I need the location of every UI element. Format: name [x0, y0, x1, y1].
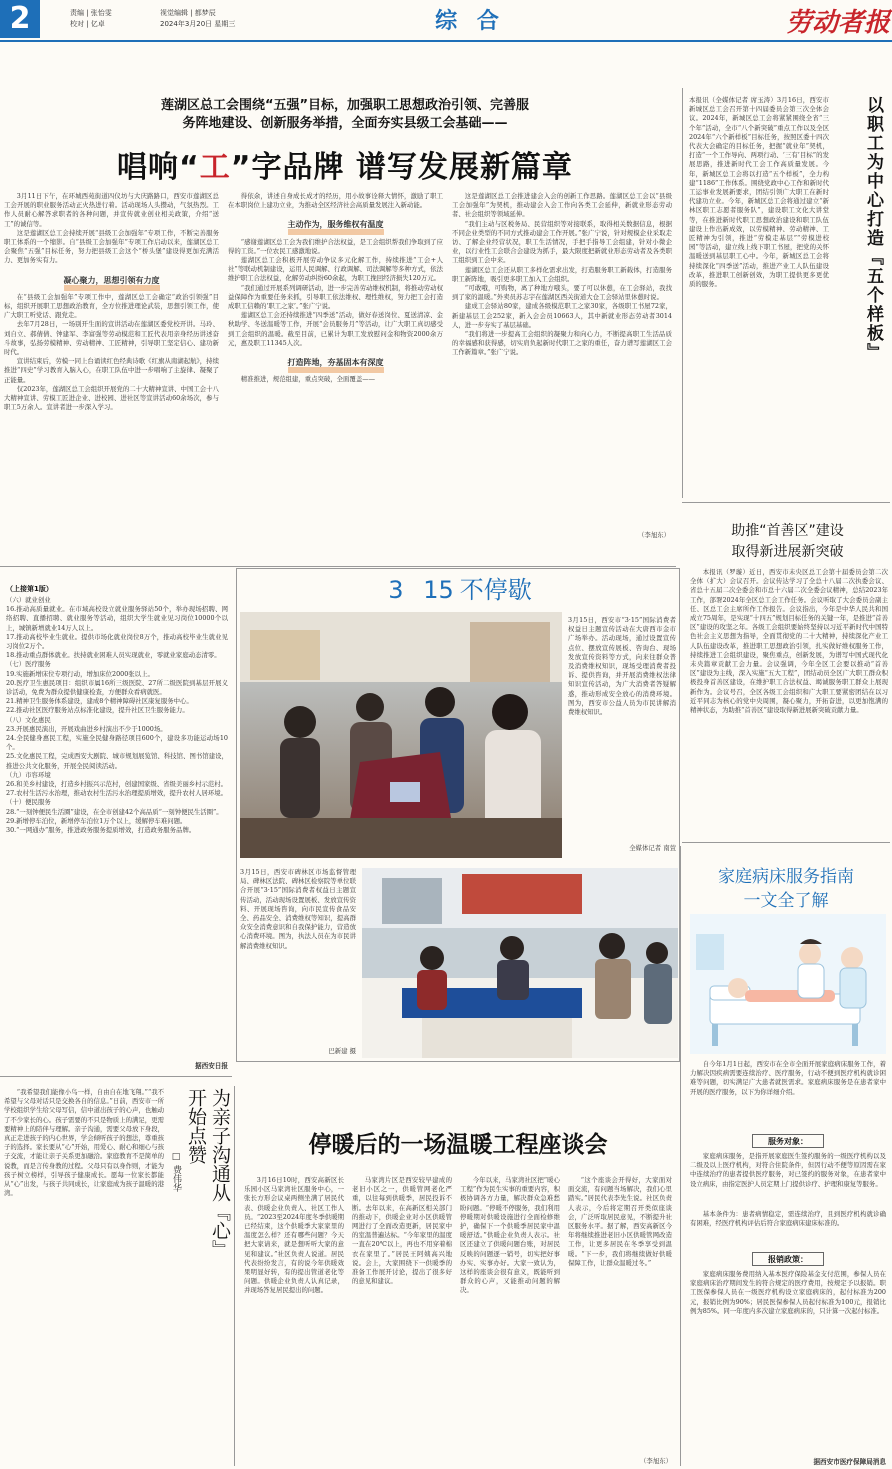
lead-byline: （李旭东）: [638, 531, 670, 539]
brief-1-text: 本报讯（罗璇）近日，西安市未央区总工会第十届委员会第二次全体（扩大）会议召开。会议传达学习了全总十八届二次执委会议、省总十五届二次全委会和市总十六届二次全委会议精神，总结2023年工作，部署2024年全区总工会工作任务。会议听取了大会委员会副主任、区总工会主席所作工作报告。会议指出，今年是中华人民共和国成立75周年，是实现“十四五”规划目标任务的关键一年，是推进“首善区”建设的攻坚之年。各级工会组织要始终坚持以习近平新时代中国特色社会主义思想为指导，全面贯彻党的二十大精神，持续深化产业工人队伍建设改革，推进职工思想政治引领，扎实做好维权服务工作，持续推进工会组织建设，聚焦重点，创新发展，为谱写中国式现代化未央篇章贡献工会力量。会议强调，今年全区工会要以推动“首善区”建设为主线，深入实施“五大工程”，团结动员全区广大职工群众积极投身首善区建设，在维护职工合法权益、竭诚服务职工群众上展现新作为。会议号召，全区各级工会组织和广大职工要紧密团结在以习近平同志为核心的党中央周围，凝心聚力，开拓奋进，以更加饱满的精神状态，为助推“首善区”建设取得新进展新突破贡献力量。: [690, 568, 888, 715]
section-label: 综 合: [435, 9, 505, 34]
lead-bottom-rule: [0, 566, 676, 567]
guide-intro: 自今年1月1日起，西安市在全市全面开展家庭病床服务工作，着力解决因疾病需要连续治疗、医疗服务，行动不便到医疗机构就诊困难等问题，切实满足广大患者就医需求。家庭病床服务是在患者家中开展的医疗服务，以下为你详细介绍。: [690, 1060, 886, 1096]
masthead-rule: [0, 40, 892, 42]
guide-text-3: 家庭病床服务费用纳入基本医疗保险基金支付范围，参保人员在家庭病床治疗期间发生的符合规定的医疗费用，按规定予以报销。职工医保参保人员在一级医疗机构设立家庭病床的，起付标准为200元，报销比例为90%；居民医保参保人员起付标准为100元，报销比例为85%。同一年度内多次建立家庭病床的，只计算一次起付标准。: [690, 1270, 886, 1315]
feature-column-4: “这个座谈会开得好，大家面对面交流，有问题当场解决，我们心里踏实。”居民代表李先生说。社区负责人表示，今后将定期召开类似座谈会，广泛听取居民意见，不断提升社区服务水平。据了解，西安高新区今年将继续推进老旧小区供暖管网改造工作，让更多居民在冬季享受到温暖。“下一步，我们将继续做好供暖保障工作，让群众温暖过冬。”: [568, 1176, 672, 1267]
brief-1-title-2: 取得新进展新突破: [731, 544, 844, 560]
lead-column-3: 这是莲湖区总工会推进建会入会的创新工作思路。莲湖区总工会以“县级工会加强年”为契机，推动建会入会工作向各类工会延伸，新就业形态劳动者、社会组织等领域延伸。 “我们主动与区税务局、民营组织等对接联系，取得相关数据信息，根据不同企业类型的不同方式推动建会工作开展。”张广宁说，针对规模企业采取走访、了解企业经营状况，职工生活情况，手把手指导工会组建，针对小微企业，以行业性工会联合会建设为抓手，最大限度把新就业形态劳动者及各类职工组织到工会中来。 莲湖区总工会还从职工多样化需求出发，打造服务职工新载体，打造服务职工新阵地，吸引更多职工加入工会组织。 “可敢哦，可购物，离了种地方哦头，要了可以休憩，在工会驿站，我找到了家的温暖。”外卖员苏志宇在莲湖区西关街道大仓工会驿站里休憩时说。 建成工会驿站80家，建成各级模范职工之家30家，各级职工书屋72家，新建基层工会252家，新入会会员10663人，其中新就业形态劳动者3014人，进一步夯实了基层基础。 “我们将进一步提高工会组织的凝聚力和向心力，不断提高职工生活品质的幸福感和获得感，切实肩负起新时代职工之家的重任，奋力谱写莲湖区工会工作新篇章。”张广宁说。: [452, 192, 672, 357]
lead-title-highlight: 工: [199, 150, 231, 185]
lead-title: 唱响“工”字品牌 谱写发展新篇章: [117, 150, 573, 185]
feature-byline: （李旭东）: [640, 1457, 672, 1465]
photo-section-title: 3 15 不停歇: [388, 576, 532, 604]
lead-column-1: 3月11日下午，在环城西苑街道四仪坊与大庆路路口，西安市莲湖区总工会开展的职业服务活动正火热进行着。活动现场人头攒动，气氛热烈。工作人员耐心解答求职者的各种问题，并宣传就业创业相关政策，介绍“送工”的诚信等。 这是莲湖区总工会持续开展“县级工会加强年”专项工作，不断完善服务职工体系的一个缩影。自“县级工会加强年”专项工作启动以来，莲湖区总工会聚焦“五强”目标任务，努力把县级工会这个“桥头堡”建设得更加充满活力、更加务实有力。 凝心聚力，思想引领有力度 在“县级工会加强年”专项工作中，莲湖区总工会确定“政治引领强”目标，组织开展职工思想政治教育，全方位推进理论武装，思想引领工作，使广大职工听党话、跟党走。 去年7月28日，一场别开生面的宣讲活动在莲湖区委党校开讲。马玲、刘自立、郝倩倩、钟建军、李富强等劳动模范和工匠代表用亲身经历讲述奋斗故事，弘扬劳模精神、劳动精神、工匠精神，引导职工坚定信心、建功新时代。 宣讲结束后，劳模一同上台诵读红色经典诗歌《红旗从南湖起航》，持续推进“四史”学习教育入脑入心，在职工队伍中进一步唱响了主旋律、凝聚了正能量。 仅2023年，莲湖区总工会组织开展党的二十大精神宣讲、中国工会十八大精神宣讲、劳模工匠进企业、进校园、进社区等宣讲活动60余场次，参与职工5万余人。宣讲者进一步深入学习。: [4, 192, 219, 412]
lead-subhead-2: 主动作为，服务维权有温度: [228, 220, 443, 229]
date-line: 2024年3月20日 星期三: [160, 20, 236, 28]
visual-info: [160, 8, 235, 30]
list-column-rule: [0, 1076, 232, 1077]
home-care-illustration-icon: [690, 914, 886, 1054]
editor-line: 责编 | 张怡雯: [70, 9, 112, 17]
feature-column-3: 今年以来，马家湾社区把“暖心工程”作为民生实事的重要内容，积极协调各方力量，解决群众急难愁盼问题。“停暖不停服务，我们利用停暖期对供暖设施进行全面检修维护，确保下一个供暖季居民家中温暖舒适。”供暖企业负责人表示。社区还建立了供暖问题台账，对居民反映的问题逐一销号，切实把好事办实、实事办好。大家一致认为，这样的座谈会很有意义，既能听到群众的心声，又能推动问题的解决。: [460, 1176, 560, 1295]
photo-credit-1: 全媒体记者 南萱: [629, 844, 676, 852]
list-column-text: （六）就业创业 16.推动高质量就业。在市域高校设立就业服务驿站50个，举办现场招聘、网络招聘、直播招聘、就业服务等活动，组织大学生就业见习岗位10000个以上，城镇新增就业14万人以上。 17.推动高校毕业生就业。提供市场化就业岗位8万个，推动高校毕业生就业见习岗位2万个。 18.推动重点群体就业。扶持就业困难人员实现就业，零就业家庭动态清零。 （七）医疗服务 19.实施新增床位专项行动，增加床位2000张以上。 20.医疗卫生惠民项目：组织市属16所三级医院、27所二级医院到基层开展义诊活动，免费为群众提供健康检查，方便群众看病就医。 21.精神卫生服务体系建设，建成8个精神障碍社区康复服务中心。 22.推动社区医疗服务站点标准化建设，提升社区卫生服务能力。 （八）文化惠民 23.开展惠民演出，开展戏曲进乡村演出不少于1000场。 24.全民健身惠民工程，实施全民健身路径项目600个，建设多功能运动场10个。 25.文化惠民工程，完成西安大剧院、城市规划展览馆、科技馆、图书馆建设，推进公共文化服务，开展全民阅读活动。 （九）市容环境 26.和美乡村建设，打造乡村振兴示范村，创建国家级、省级美丽乡村示范村。 27.农村生活污水治理，推动农村生活污水治理提质增效，提升农村人居环境。 （十）便民服务 28.“一刻钟便民生活圈”建设，在全市创建42个高品质“一刻钟便民生活圈”。 29.新增停车泊位，新增停车泊位1万个以上，缓解停车难问题。 30.“一网通办”服务，推进政务服务提质增效，打造政务服务品牌。: [6, 596, 228, 835]
lead-subhead-3: 打造阵地，夯基固本有深度: [228, 358, 443, 367]
lead-subhead-1: 凝心聚力，思想引领有力度: [4, 276, 219, 285]
guide-text-1: 家庭病床服务，是指开展家庭医生签约服务的一级医疗机构以及二级及以上医疗机构，对符合住院条件，但因行动不便等原因需在家中连续治疗的患者提供医疗服务，对已签约的服务对象，在患者家中设立病床，由指定医护人员定期上门提供诊疗、护理和康复等服务。: [690, 1152, 886, 1188]
photo-caption-2: 3月15日，西安市碑林区市场监督管理局、碑林区法院、碑林区检察院等单位联合开展“3·15”国际消费者权益日主题宣传活动，活动现场设置展板、发放宣传资料、开展现场咨询，向市民宣传食品安全、药品安全、消费维权等知识，提高群众安全消费意识和自我保护能力，营造放心消费环境。图为，执法人员在为市民讲解消费维权知识。: [240, 868, 356, 950]
guide-title-1: 家庭病床服务指南: [718, 867, 854, 887]
guide-illustration: [690, 914, 886, 1054]
feature-column-2: 马家湾片区是西安较早建成的老旧小区之一，供暖管网老化严重，以往每到供暖季，居民投诉不断。去年以来，在高新区相关部门的推动下，供暖企业对小区供暖管网进行了全面改造更新，居民家中的室温普遍达标。“今年家里的温度一直在20℃以上，再也不用穿着棉衣在家里了。”居民王阿姨高兴地说。会上，大家围绕下一供暖季的准备工作展开讨论，提出了很多好的意见和建议。: [352, 1176, 452, 1286]
sidebar-top-rule: [682, 502, 890, 503]
lead-kicker-1: 莲湖区总工会围绕“五强”目标，加强职工思想政治引领、完善服: [160, 98, 530, 113]
essay-box: [4, 1088, 232, 1466]
essay-text: “我希望我们能像小鸟一样，自由自在地飞翔。”“我不希望与父母对话只是交换各自的信息。”日前，西安市一所学校组织学生给父母写信，信中道出孩子的心声，也触动了不少家长的心。孩子需要的不只是物质上的满足，更需要精神上的陪伴与理解。亲子沟通，需要父母放下身段，真正走进孩子的内心世界，学会倾听孩子的想法，尊重孩子的选择。家长要从“心”开始，用爱心、耐心和细心与孩子交流，才能让亲子关系更加融洽。家庭教育不是简单的说教，而是言传身教的过程。父母只有以身作则，才能为孩子树立榜样，引导孩子健康成长。愿每一位家长都能从“心”出发，与孩子共同成长，让家庭成为孩子温暖的港湾。: [4, 1088, 164, 1198]
lead-column-2: 得依余，讲述自身成长成才的经历，用小故事诠释大情怀，激励了职工在本职岗位上建功立业，为推动全区经济社会高质量发展注入新动能。 主动作为，服务维权有温度 “感谢莲湖区总工会为我们维护合法权益，是工会组织帮我们争取到了应得的工资。”一位农民工感激地说。 莲湖区总工会积极开展劳动争议多元化解工作，持续推进“工会+人社”等联动机制建设，运用人民调解、行政调解、司法调解等多种方式，依法维护职工合法权益，化解劳动纠纷60余起，为职工挽回经济损失120万元。 “我们通过开展系列调研活动，进一步完善劳动维权机制，将推动劳动权益保障作为重要任务来抓，引导职工依法维权、理性维权，努力把工会打造成职工信赖的‘职工之家’。”张广宁说。 莲湖区总工会还持续推进“四季送”活动，做好春送岗位、夏送清凉、金秋助学、冬送温暖等工作，开展“会员服务月”等活动，让广大职工真切感受到工会组织的温暖。截至目前，已累计为职工发放慰问金和物资2000余万元，惠及职工11345人次。 打造阵地，夯基固本有深度 精准推进，规范组建，重点突破，全面覆盖——: [228, 192, 443, 384]
list-column-header: （上接第1版）: [6, 585, 53, 593]
editor-info: [70, 8, 112, 30]
brief-1-title-1: 助推“首善区”建设: [731, 523, 844, 539]
essay-author: □ 费伟华: [171, 1152, 181, 1192]
feature-title: 停暖后的一场温暖工程座谈会: [308, 1132, 608, 1158]
paper-logo: 劳动者报: [785, 8, 890, 38]
photo-caption-1: 3月15日，西安市“3·15”国际消费者权益日主题宣传活动在大唐西市金市广场举办。活动现场，通过设置宣传点位、摆放宣传展板、咨询台、现场发放宣传资料等方式，向来往群众普及消费维权知识，现场受理消费者投诉、提供咨询，并开展消费维权法律知识宣传活动，为广大消费者答疑解惑，推动形成安全放心的消费环境。图为，西安市公益人员为市民讲解消费维权知识。: [568, 616, 676, 717]
brief-1-rule: [682, 842, 890, 843]
guide-text-2: 基本条件为：患者病情稳定，需连续治疗，且到医疗机构就诊确有困难，经医疗机构评估后符合家庭病床建床标准的。: [690, 1210, 886, 1228]
sidebar-top-box: [682, 88, 890, 498]
photo-section-frame: [236, 568, 680, 1062]
visual-editor-line: 视觉编辑 | 都梦辰: [160, 9, 216, 17]
essay-title: 为亲子沟通从『心』开始点赞: [185, 1088, 231, 1259]
essay-divider: [234, 1086, 235, 1466]
page-number-badge: [0, 0, 40, 38]
sidebar-top-title: 以职工为中心打造『五个样板』: [863, 96, 883, 362]
guide-title-2: 一文全了解: [743, 891, 829, 911]
lead-kicker-2: 务阵地建设、创新服务举措，全面夯实县级工会基础——: [182, 116, 508, 131]
guide-label-1: 服务对象：: [752, 1134, 824, 1148]
proof-line: 校对 | 亿卓: [70, 20, 105, 28]
feature-column-1: 3月16日10时，西安高新区长乐园小区马家湾社区服务中心，一张长方形会议桌两侧坐满了居民代表、供暖企业负责人、社区工作人员。“2023至2024年度冬季供暖期已经结束，这个供暖季大家家里的温度怎么样？还有哪些问题？今天把大家请来，就是想听听大家的意见和建议。”社区负责人说道。居民代表纷纷发言，有的说今年供暖效果明显好转，有的提出管道老化等问题。供暖企业负责人认真记录，并现场答复居民提出的问题。: [244, 1176, 344, 1295]
photo-credit-2: 巴新建 摄: [328, 1047, 356, 1055]
feature-right-rule: [680, 846, 681, 1466]
sidebar-top-text: 本报讯（全媒体记者 席玉涛）3月16日，西安市新城区总工会召开第十四届委员会第三次全体会议。2024年，新城区总工会将紧紧围绕全省“三个年”活动，全市“八个新突破”重点工作以及全区2024年“六个新样板”目标任务，按照区委十四次代表大会确定的目标任务，把握“就业年”契机，打造“一个工作导向、两项行动、‘三有’目标”的发展思路，推进新时代工会工作高质量发展。今年，新城区总工会将以打造“五个样板”，全力构建“1186”工作体系。围绕党政中心工作和新时代工运事业发展新要求，团结引领广大职工在新时代建功立业。今年，新城区总工会将通过建立“新林区职工志愿者服务队”，建设职工文化大讲堂等，在推进新时代职工思想政治建设和职工队伍建设上作出新成效，以劳模精神、劳动精神、工匠精神为引领，推进“劳模走基层”“劳模进校园”等活动，建立线上线下职工书屋，把党的关怀温暖送到基层职工心中。今年，新城区总工会将持续深化“四季送”活动，推进产业工人队伍建设改革，推进职工创新创效，为职工提供更多更优质的服务。: [689, 96, 829, 289]
guide-byline: 据西安市医疗保障局消息: [813, 1458, 886, 1466]
guide-label-2: 报销政策：: [752, 1252, 824, 1266]
page-number: 2: [9, 1, 31, 36]
list-column-byline: 据西安日报: [195, 1062, 228, 1070]
